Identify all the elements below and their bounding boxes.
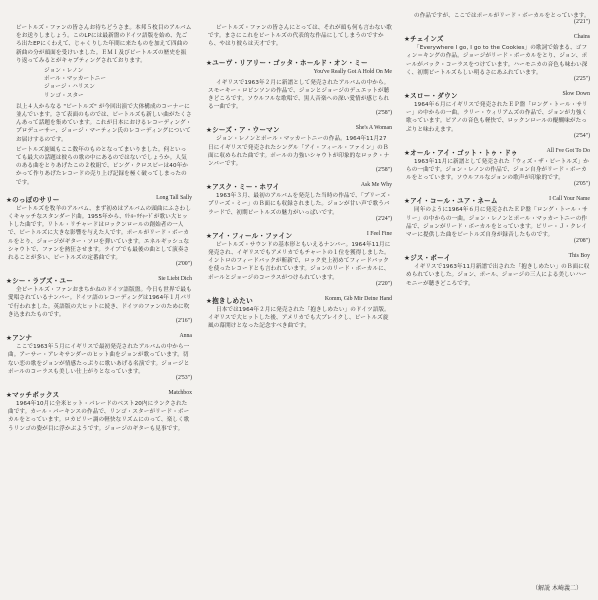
song-title-jp: ★抱きしめたい xyxy=(206,296,253,305)
member-list xyxy=(44,67,192,100)
song-description: ビートルズを牧羊のアルバム、まず初めはアルバムの頭曲にふさわしくキャッチなスタンダード曲。1955年から、ﾘﾄﾙ･ﾘﾁｬｰﾄﾞが歌い大ヒットした曲です。リトル・リチャードはロックンロールの創始者の一人で、ビートルズに大きな影響を与えた人です。ポールがリード・ボーカルをとり、ジョージがギター・ソロを弾いています。エネルギッシュなシャウトで、ファンを熱狂させます。ライブでも最後の曲として演奏されることが多い、ビートルズの定番曲です。 xyxy=(8,205,192,262)
song-entry xyxy=(6,388,192,433)
song-duration: (2'58") xyxy=(376,110,392,117)
song-title-en: This Boy xyxy=(568,253,590,260)
commentary-credit: （解説 木崎義二） xyxy=(532,585,582,592)
song-duration: (2'54") xyxy=(574,132,590,139)
song-description: 1963年３月、最初のアルバムを発売した当時の作品で、「プリーズ・プリーズ・ミー」のＢ面にも収録されました。ジョンが甘い声で歌うバラードで、初期ビートルズの魅力がいっぱいです。 xyxy=(208,193,392,216)
song-description: 日本では1964年２月に発売された「抱きしめたい」のドイツ語版。イギリスで大ヒットした後、アメリカでも大ブレイクし、ビートルズ旋風の幕開けとなった記念すべき曲です。 xyxy=(208,306,390,330)
song-entry xyxy=(404,32,590,82)
song-title-en: You've Really Got A Hold On Me xyxy=(313,68,392,75)
song-entry xyxy=(6,193,192,267)
column-1 xyxy=(6,10,192,594)
song-title-en: Chains xyxy=(573,34,590,41)
song-duration: (2'21") xyxy=(574,19,590,26)
song-entry-continued xyxy=(206,24,392,49)
intro-paragraph: ビートルズ旋風もここ数年のものとなってまいりました。何といっても最大の話題は彼らの歌の中にあるのではないでしょうか。人気のある曲をとりあげたこの２枚組で、ビング・クロスビーは40年かかって作りあげたレコードの売り上げ記録を極く破ってしまったのです。 xyxy=(16,146,188,186)
song-title-jp: ★マッチボックス xyxy=(6,390,60,399)
song-title-jp: ★アイ・コール・ユア・ネーム xyxy=(404,197,498,206)
song-description: ジョン・レノンとポール・マッカートニーの作品。1964年11月27日にイギリスで発売されたシングル「アイ・フィール・ファイン」のＢ面に収められた曲です。ポールの力強いシャウトが印象的なロック・ナンバーです。 xyxy=(208,136,390,168)
column-2 xyxy=(206,10,392,594)
member-name: ジョン・レノン xyxy=(44,68,84,75)
song-title-en: She's A Woman xyxy=(355,125,392,132)
song-title-jp: ★アイ・フィール・ファイン xyxy=(206,231,293,240)
song-duration: (2'08") xyxy=(574,238,590,245)
song-title-jp: ★アスク・ミー・ホワイ xyxy=(206,183,280,192)
song-entry xyxy=(404,251,590,288)
song-entry xyxy=(6,331,192,381)
intro-paragraph: ビートルズ・ファンの皆さんお待ちどうさま。本邦５枚目のアルバムをお送りしましょう。このLPには最新盤のドイツ語版を始め、先ごろ出たEPにくわえて、じゃくりした年間に来たものを加えて四曲の新曲の分が頭面を受けいました。ＥＭＩ及びビートルズの歴史を振り返ってみるとがキャプティングされております。 xyxy=(16,25,192,64)
member-name: ジョージ・ハリスン xyxy=(44,84,95,91)
song-description: 1963年11月に新譜として発売された「ウィズ・ザ・ビートルズ」からの一曲です。ジョン・レノンの作品で、ジョン自身がリード・ボーカルをとっています。ソウルフルなジョンの歌声が印象的です。 xyxy=(406,158,589,182)
song-title-en: I Call Your Name xyxy=(549,196,590,203)
song-duration: (2'58") xyxy=(376,167,392,174)
song-title-en: Matchbox xyxy=(168,389,192,396)
song-description: 1964年10月に全米ヒット・パレードのベスト20内にランクされた曲です。カール・パーキンスの作品で、リンゴ・スターがリード・ボーカルをとっています。ロカビリー調の軽快なリズムにのって、楽しく歌うリンゴの姿が目に浮かぶようです。ジョージのギターも見事です。 xyxy=(8,400,190,432)
song-title-jp: ★シーズ・ア・ウーマン xyxy=(206,126,280,135)
song-title-en: I Feel Fine xyxy=(366,230,392,237)
song-description: の作品ですが、ここではポールがリード・ボーカルをとっています。 xyxy=(414,13,590,19)
intro xyxy=(16,24,192,187)
song-duration: (2'00") xyxy=(176,261,192,268)
song-description: ビートルズ・サウンドの基本形ともいえるナンバー。1964年11月に発売され、イギリスでもアメリカでもチャートの１位を獲得しました。イントロのフィードバックが斬新で、ロック史上初めてフィードバックを使ったレコードとも言われています。ジョンのリード・ボーカルに、ポールとジョージのコーラスがつけられています。 xyxy=(208,241,391,281)
song-title-en: Long Tall Sally xyxy=(156,194,192,201)
song-entry-continued xyxy=(404,12,590,25)
song-duration: (2'25") xyxy=(574,76,590,83)
song-title-en: Komm, Gib Mir Deine Hand xyxy=(324,295,392,302)
song-duration: (2'24") xyxy=(376,215,392,222)
song-duration: (2'53") xyxy=(176,374,192,381)
song-description: イギリスで1963年２月に新譜として発売されたアルバムの中から。スモーキー・ロビンソンの作品で、ジョンとジョージのデュエットが聴きどころです。ソウルフルな歌唱で、黒人音楽への深い愛情が感じられる一曲です。 xyxy=(208,79,390,111)
song-title-jp: ★のっぽのサリー xyxy=(6,195,60,204)
song-title-jp: ★スロー・ダウン xyxy=(404,92,458,101)
song-description: 同年のように1964年６月に発売されたＥＰ盤「ロング・トール・サリー」の中からの一曲。ジョン・レノンとポール・マッカートニーの作品で、ジョンがリード・ボーカルをとっています。ビリー・Ｊ・クレイマーに提供した曲をビートルズ自身が録音したものです。 xyxy=(406,207,588,239)
song-entry xyxy=(206,180,392,222)
member-name: ポール・マッカートニー xyxy=(44,76,107,83)
song-description: 1964年６月にイギリスで発売されたＥＰ盤「ロング・トール・サリー」の中からの一曲。ラリー・ウィリアムズの作品で、ジョンが力強く歌っています。ピアノの音色も軽快で、ロックンロールの醍醐味がたっぷりと味わえます。 xyxy=(406,102,588,133)
song-entry xyxy=(206,56,392,117)
song-duration: (2'05") xyxy=(574,181,590,188)
song-title-en: Ask Me Why xyxy=(360,182,392,189)
song-title-jp: ★ジス・ボーイ xyxy=(404,254,451,263)
song-title-jp: ★シー・ラブズ・ユー xyxy=(6,277,73,286)
song-entry xyxy=(6,274,192,324)
song-title-jp: ★チェインズ xyxy=(404,35,444,44)
song-title-en: All I've Got To Do xyxy=(546,147,590,154)
song-title-jp: ★オール・アイ・ゴット・トゥ・ドゥ xyxy=(404,148,518,157)
song-description: イギリスで1963年11月新譜で出された「抱きしめたい」のＢ面に収められていました。ジョン、ポール、ジョージの三人による美しいハーモニーが聴きどころです。 xyxy=(406,264,590,287)
intro-paragraph: 以上４人からなる "ビートルズ" が今回出演で大体構成のコーナーに並んでいます。さて表面のものでは、ビートルズも新しい曲がたくさんあって話題を集めています。これが日本におけるレコーディング・プロデューサー、ジョージ・マーティン氏のレコーディングについてお届けするのです。 xyxy=(16,103,192,143)
member-name: リンゴ・スター xyxy=(44,92,84,99)
song-entry xyxy=(206,229,392,287)
song-entry xyxy=(206,123,392,173)
song-description: 全ビートルズ・ファンおまちかねのドイツ語版盤。今日も世界で最も愛唱されているナンバー。ドイツ語のレコーディングは1964年１月パリで行われました。英語版の大ヒットに続き、ドイツのファンのために吹き込まれたものです。 xyxy=(8,287,192,318)
song-entry xyxy=(404,146,590,188)
song-entry xyxy=(404,89,590,139)
song-title-en: Anna xyxy=(179,333,192,340)
song-description: ビートルズ・ファンの皆さんにとっては、それが頭も何も言わない歌です。まさにこれをビートルズの代表的な作品にしてしまうのですから、やはり彼らは天才です。 xyxy=(208,25,392,48)
song-title-en: Sie Liebt Dich xyxy=(158,276,192,283)
song-description: 「Everywhere I go, I go to the Cookies」の歌詞で始まる、ゴフィン＝キングの作品。ジョージがリード・ボーカルをとり、ジョン、ポールがバック・コーラスをつけています。ハーモニカの音色も味わい深く、初期ビートルズらしい明るさにあふれています。 xyxy=(406,45,588,76)
song-duration: (2'16") xyxy=(176,318,192,325)
song-description: ここで1963年５月にイギリスで最初発売されたアルバムの中から一曲。アーサー・アレキサンダーのヒット曲をジョンが歌っています。切ない恋の歌をジョンが情感たっぷりに歌いあげる名演です。ジョージとポールのコーラスも美しい仕上がりとなっています。 xyxy=(8,344,190,375)
song-title-en: Slow Down xyxy=(562,91,590,98)
song-entry xyxy=(404,194,590,244)
song-title-jp: ★アンナ xyxy=(6,334,33,343)
song-entry xyxy=(206,294,392,331)
song-duration: (2'20") xyxy=(376,280,392,287)
column-3 xyxy=(404,10,590,594)
song-title-jp: ★ユーヴ・リアリー・ゴッタ・ホールド・オン・ミー xyxy=(206,58,368,67)
liner-notes-page xyxy=(6,10,592,594)
